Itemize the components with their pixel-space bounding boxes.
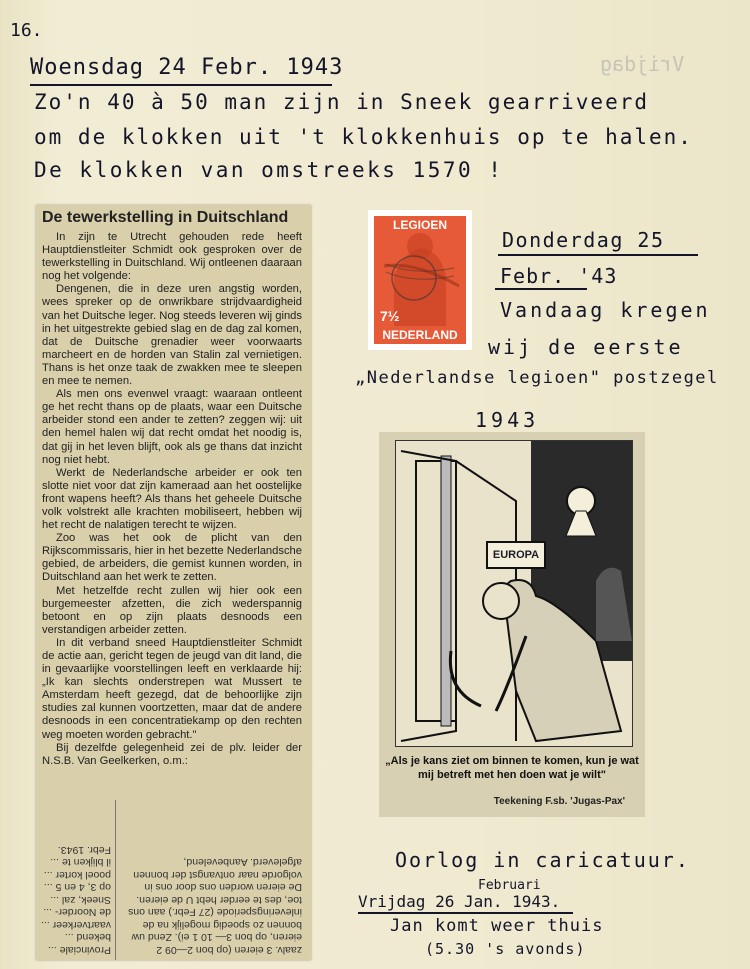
entry2-year: 1943 [475,408,540,432]
clipping-paragraph: Met hetzelfde recht zullen wij hier ook een burgemeester afzetten, die zich wederspannig betoont en op zijn plaats desnoods een verstandigen arbeider zetten. [42,584,302,636]
cartoon-caption: „Als je kans ziet om binnen te komen, kun je wat mij betreft met hen doen wat je wilt" [385,755,639,781]
page-number: 16. [10,20,43,41]
entry1-line2: om de klokken uit 't klokkenhuis op te halen. [34,125,693,149]
cartoon-drawing [395,440,633,747]
entry2-date-underline1 [498,254,698,256]
clipping-paragraph: Zoo was het ook de plicht van den Rijkscommissaris, hier in het bezette Nederlandsche gebied, de arbeiders, die gemist kunnen worden, in Duitschland aan het werk te zetten. [42,532,302,584]
europa-sign: EUROPA [486,541,546,569]
stamp-value: 7½ [380,308,400,324]
clipping-headline: De tewerkstelling in Duitschland [42,209,289,226]
entry3-line1: Jan komt weer thuis [390,916,604,936]
clipping-article [36,205,306,800]
clipping-paragraph: Dengenen, die in deze uren angstig worden, wees spreker op de onwrikbare strijdvaardigheid van het Duitsche leger. Nog steeds leveren wij ginds in het uitgestrekte gebied slag en de dag zal komen, dat de Duitsche grenadier weer voorwaarts marcheert en de horden van Stalin zal vernietigen. Thans is het onze taak de zwakken mee te sleepen en mee te nemen. [42,283,302,388]
cartoon-annotation: Oorlog in caricatuur. [395,848,690,872]
stamp-bottom-text: NEDERLAND [382,328,458,342]
clipping-paragraph: Bij dezelfde gelegenheid zei de plv. leider der N.S.B. Van Geelkerken, o.m.: [42,741,302,767]
entry2-line1: Vandaag kregen [500,298,711,322]
cartoon-illustration [396,441,632,746]
stamp-top-text: LEGIOEN [392,218,447,232]
entry3-date-underline [358,912,573,914]
soldier-illustration [374,216,466,344]
clipping-paragraph: Werkt de Nederlandsche arbeider er ook ten slotte niet voor dat zijn kameraad aan het oostelijke front wapens heeft? Als thans het geheele Duitsche volk volstrekt alle krachten mobiliseert, hebben wij het recht de nalatigen terecht te wijzen. [42,466,302,532]
ad-right-column: zaalv. 3 eieren (op bon 2—09 2 eieren, op bon 3— 10 1 ei). Zend uw bonnen zo spoedig mogelijk na de inleveringsperiode (27 Febr.) aan ons toe, des te eerder hebt U de eieren. De eieren worden ons door ons in volgorde naar ontvangst der bonnen afgeleverd. Aanbevelend, [128,856,302,956]
entry1-line3: De klokken van omstreeks 1570 ! [34,158,504,182]
entry2-line3: „Nederlandse legioen" postzegel [355,368,719,388]
clipping-paragraph: In zijn te Utrecht gehouden rede heeft Hauptdienstleiter Schmidt ook gesproken over de tewerkstelling in Duitschland. Wij ontleenen daaraan nog het volgende: [42,231,302,283]
clipping-paragraph: Als men ons evenwel vraagt: waaraan ontleent ge het recht thans op de plaats, waar een Duitsche arbeider stond een ander te zetten? zeggen wij: uit den hemel halen wij dat recht omdat het noodig is, dat gij in het leven blijft, ook als ge thans dat inzicht nog niet hebt. [42,388,302,466]
entry2-line2: wij de eerste [488,335,684,359]
entry3-line2: (5.30 's avonds) [425,940,586,958]
legion-stamp [368,210,472,350]
entry1-line1: Zo'n 40 à 50 man zijn in Sneek gearriveerd [34,90,650,114]
entry1-date: Woensdag 24 Febr. 1943 [30,55,344,80]
bleed-through-text: Vrijdag [600,52,685,76]
entry2-date-line1: Donderdag 25 [502,228,665,252]
cartoon-clipping [379,432,645,817]
entry1-date-underline [30,84,332,86]
entry2-date-underline2 [495,288,587,290]
ad-left-column: Provinciale ... bekend ... vaartverkeer ... de Noorder- ... Sneek, zal ... op 3, 4 en 5 ... pooel korter ... il blijken te ... Febr. 1943. [36,800,116,960]
entry3-date-insertion: Februari [478,878,541,893]
cartoon-credit: Teekening F.sb. 'Jugas-Pax' [493,796,625,807]
entry2-date-line2: Febr. '43 [500,264,618,288]
upside-down-ads [36,800,306,960]
clipping-paragraph: In dit verband sneed Hauptdienstleiter Schmidt de actie aan, gericht tegen de jeugd van dit land, die in gevaarlijke voorstellingen leeft en verklaarde hij: „Ik kan slechts onderstrepen wat Mussert te Amsterdam heeft gezegd, dat de behoorlijke zijn studies zal kunnen voortzetten, maar dat de andere desnoods in een concentratiekamp op den rechten weg moeten worden gebracht." [42,636,302,741]
entry3-date: Vrijdag 26 Jan. 1943. [358,892,561,911]
newspaper-clipping [36,205,311,960]
